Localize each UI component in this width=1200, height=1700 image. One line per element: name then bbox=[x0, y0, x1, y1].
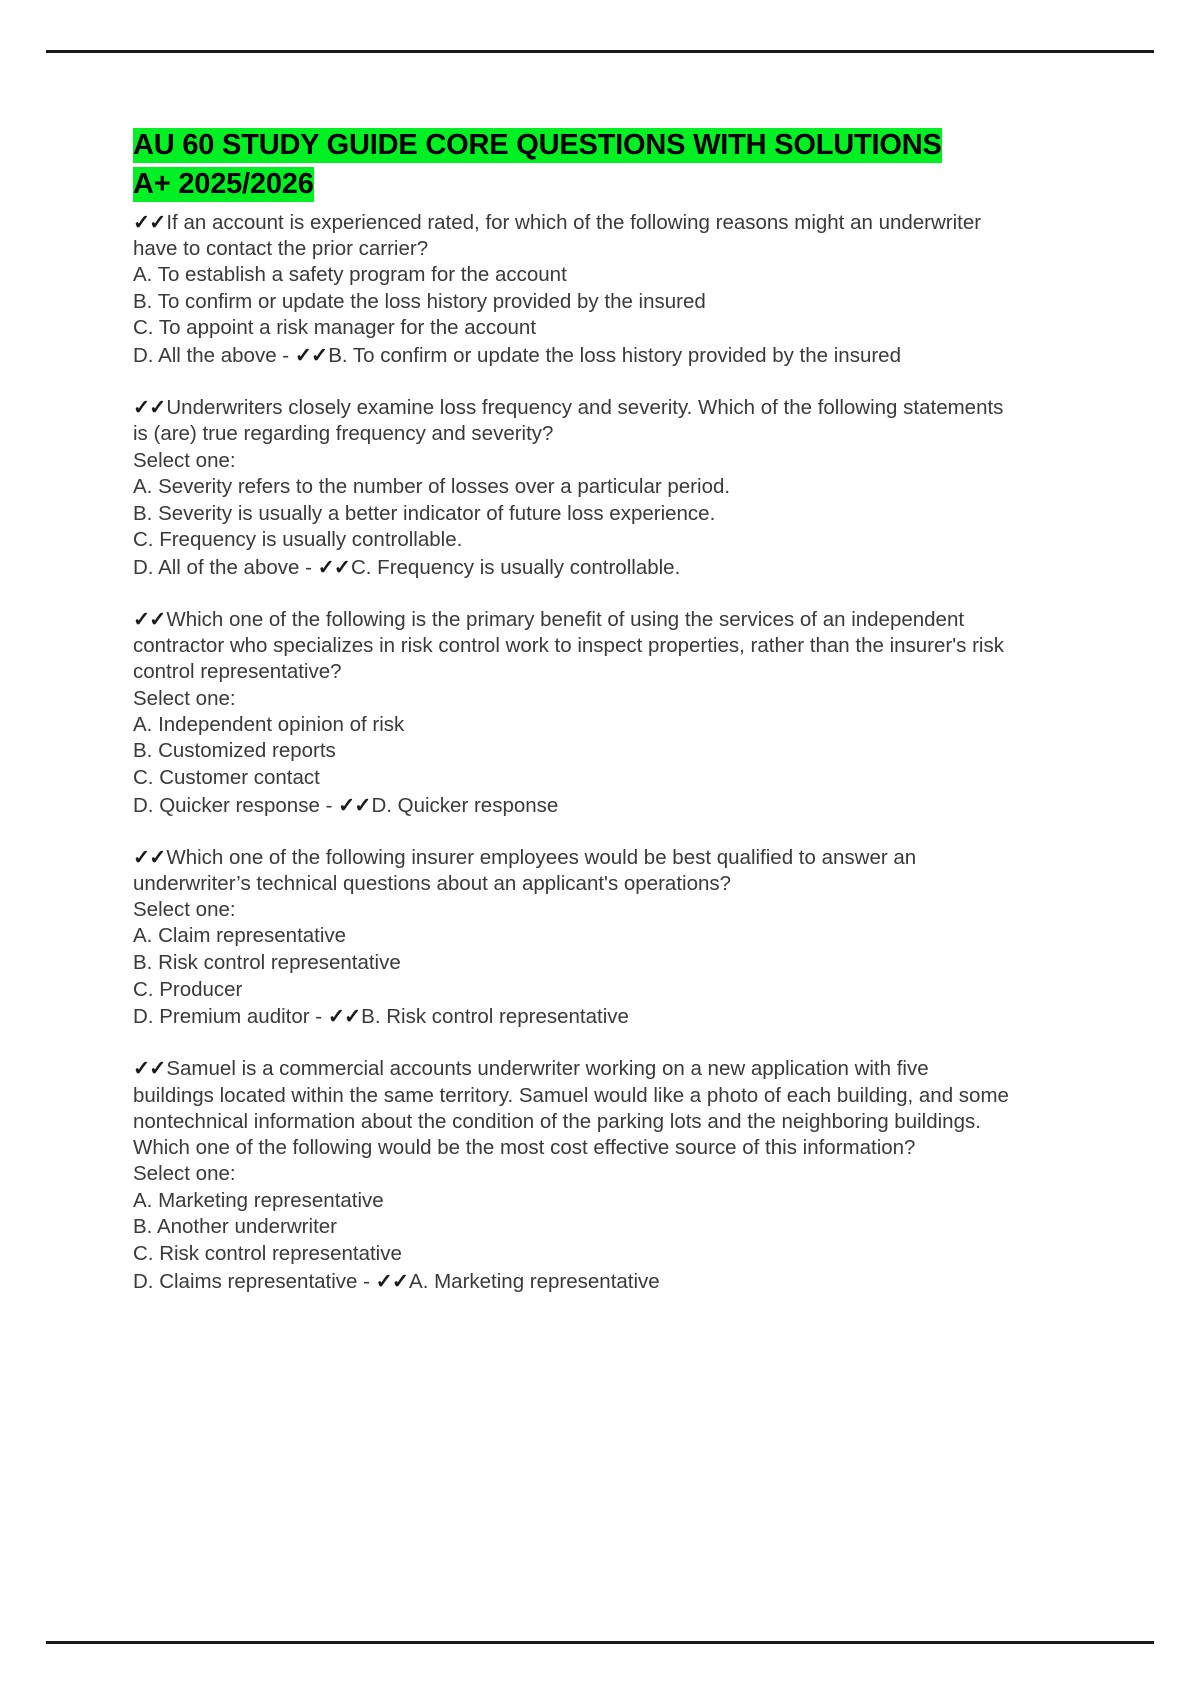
answer-option[interactable] bbox=[133, 342, 1013, 369]
double-check-icon: ✓✓ bbox=[133, 396, 166, 420]
answer-option[interactable] bbox=[133, 977, 1013, 1004]
answer-separator: - bbox=[276, 344, 295, 368]
option-label: B. bbox=[133, 289, 153, 313]
option-text: To establish a safety program for the account bbox=[157, 263, 567, 287]
questions-list bbox=[133, 210, 1013, 1295]
question-text bbox=[133, 1056, 1013, 1161]
select-one-label: Select one: bbox=[133, 1162, 236, 1186]
question-text bbox=[133, 607, 1013, 686]
page-title bbox=[133, 126, 993, 204]
option-text: To confirm or update the loss history provided by the insured bbox=[157, 289, 706, 313]
option-label: C. bbox=[133, 316, 154, 340]
answer-option[interactable] bbox=[133, 1241, 1013, 1268]
option-text: Premium auditor bbox=[159, 1005, 310, 1029]
question-text bbox=[133, 210, 1013, 262]
option-text: Frequency is usually controllable. bbox=[159, 528, 463, 552]
double-check-icon: ✓✓ bbox=[133, 607, 166, 631]
option-label: C. bbox=[133, 528, 154, 552]
answer-double-check-icon: ✓✓ bbox=[338, 793, 371, 817]
answer-option[interactable] bbox=[133, 765, 1013, 792]
option-label: A. bbox=[133, 924, 153, 948]
option-label: B. bbox=[133, 951, 153, 975]
option-text: Producer bbox=[159, 977, 243, 1001]
answer-option[interactable] bbox=[133, 792, 1013, 819]
option-label: C. bbox=[133, 977, 154, 1001]
option-label: D. bbox=[133, 1005, 154, 1029]
option-text: Independent opinion of risk bbox=[158, 712, 405, 736]
correct-answer-text: C. Frequency is usually controllable. bbox=[350, 555, 681, 579]
answer-option[interactable] bbox=[133, 1188, 1013, 1215]
page-bottom-rule bbox=[46, 1641, 1154, 1644]
answer-option[interactable] bbox=[133, 315, 1013, 342]
option-label: A. bbox=[133, 474, 153, 498]
answer-double-check-icon: ✓✓ bbox=[317, 555, 350, 579]
answer-option[interactable] bbox=[133, 501, 1013, 528]
question-block bbox=[133, 210, 1013, 369]
option-text: Risk control representative bbox=[158, 951, 401, 975]
answer-option[interactable] bbox=[133, 712, 1013, 739]
select-one-label: Select one: bbox=[133, 448, 236, 472]
question-text bbox=[133, 845, 1013, 897]
option-label: D. bbox=[133, 555, 154, 579]
question-block bbox=[133, 607, 1013, 819]
question-prompt: Which one of the following insurer employees would be best qualified to answer an underwriter’s technical questions about an applicant's operations? bbox=[133, 845, 917, 895]
page-title-line-1: AU 60 STUDY GUIDE CORE QUESTIONS WITH SOLUTIONS bbox=[133, 129, 942, 161]
document-content bbox=[133, 126, 1013, 1321]
option-text: Another underwriter bbox=[156, 1215, 337, 1239]
option-text: To appoint a risk manager for the account bbox=[158, 316, 537, 340]
option-label: C. bbox=[133, 1241, 154, 1265]
answer-double-check-icon: ✓✓ bbox=[327, 1005, 361, 1029]
answer-option[interactable] bbox=[133, 923, 1013, 950]
question-prompt: Samuel is a commercial accounts underwriter working on a new application with five buildings located within the same territory. Samuel would like a photo of each building, and some nontechnical information about the condition of the parking lots and the neighboring buildings. Which one of the following would be the most cost effective source of this information? bbox=[133, 1057, 1009, 1160]
answer-option[interactable] bbox=[133, 474, 1013, 501]
option-label: A. bbox=[133, 712, 153, 736]
answer-option[interactable] bbox=[133, 262, 1013, 289]
correct-answer-text: B. Risk control representative bbox=[361, 1005, 629, 1029]
answer-separator: - bbox=[309, 1005, 328, 1029]
option-label: A. bbox=[133, 1188, 153, 1212]
double-check-icon: ✓✓ bbox=[133, 210, 166, 234]
question-block bbox=[133, 845, 1013, 1031]
option-label: B. bbox=[133, 501, 153, 525]
option-text: Marketing representative bbox=[158, 1188, 384, 1212]
option-text: All the above bbox=[158, 344, 277, 368]
answer-option[interactable] bbox=[133, 554, 1013, 581]
option-text: Claims representative bbox=[159, 1269, 358, 1293]
correct-answer-text: B. To confirm or update the loss history provided by the insured bbox=[328, 344, 901, 368]
answer-option[interactable] bbox=[133, 1003, 1013, 1030]
option-text: Customized reports bbox=[158, 739, 336, 763]
option-text: Claim representative bbox=[158, 924, 347, 948]
answer-option[interactable] bbox=[133, 527, 1013, 554]
question-prompt: If an account is experienced rated, for which of the following reasons might an underwriter have to contact the prior carrier? bbox=[133, 210, 982, 260]
page-title-line-2: A+ 2025/2026 bbox=[133, 167, 314, 200]
answer-separator: - bbox=[357, 1269, 376, 1293]
question-block bbox=[133, 395, 1013, 581]
answer-option[interactable] bbox=[133, 950, 1013, 977]
option-label: B. bbox=[133, 1215, 153, 1239]
option-label: D. bbox=[133, 793, 154, 817]
correct-answer-text: A. Marketing representative bbox=[409, 1269, 660, 1293]
question-prompt: Underwriters closely examine loss frequency and severity. Which of the following statements is (are) true regarding frequency and severity? bbox=[133, 396, 1004, 446]
answer-separator: - bbox=[319, 793, 339, 817]
correct-answer-text: D. Quicker response bbox=[371, 793, 559, 817]
option-text: Severity refers to the number of losses over a particular period. bbox=[158, 474, 731, 498]
question-text bbox=[133, 395, 1013, 447]
select-one-label: Select one: bbox=[133, 686, 236, 710]
option-text: Risk control representative bbox=[159, 1241, 402, 1265]
option-text: Quicker response bbox=[159, 793, 320, 817]
option-label: C. bbox=[133, 766, 154, 790]
double-check-icon: ✓✓ bbox=[133, 845, 166, 869]
double-check-icon: ✓✓ bbox=[133, 1057, 166, 1081]
answer-option[interactable] bbox=[133, 289, 1013, 316]
answer-option[interactable] bbox=[133, 1214, 1013, 1241]
option-label: A. bbox=[133, 263, 153, 287]
option-text: All of the above bbox=[158, 555, 300, 579]
option-text: Severity is usually a better indicator of future loss experience. bbox=[158, 501, 716, 525]
question-block bbox=[133, 1056, 1013, 1294]
answer-separator: - bbox=[299, 555, 318, 579]
answer-double-check-icon: ✓✓ bbox=[294, 344, 328, 368]
option-text: Customer contact bbox=[159, 766, 320, 790]
question-prompt: Which one of the following is the primary benefit of using the services of an independent contractor who specializes in risk control work to inspect properties, rather than the insurer's risk control representative? bbox=[133, 607, 1004, 684]
option-label: D. bbox=[133, 344, 154, 368]
answer-option[interactable] bbox=[133, 738, 1013, 765]
answer-double-check-icon: ✓✓ bbox=[375, 1269, 409, 1293]
select-one-label: Select one: bbox=[133, 898, 236, 922]
page-top-rule bbox=[46, 50, 1154, 53]
option-label: D. bbox=[133, 1269, 154, 1293]
option-label: B. bbox=[133, 739, 153, 763]
answer-option[interactable] bbox=[133, 1268, 1013, 1295]
